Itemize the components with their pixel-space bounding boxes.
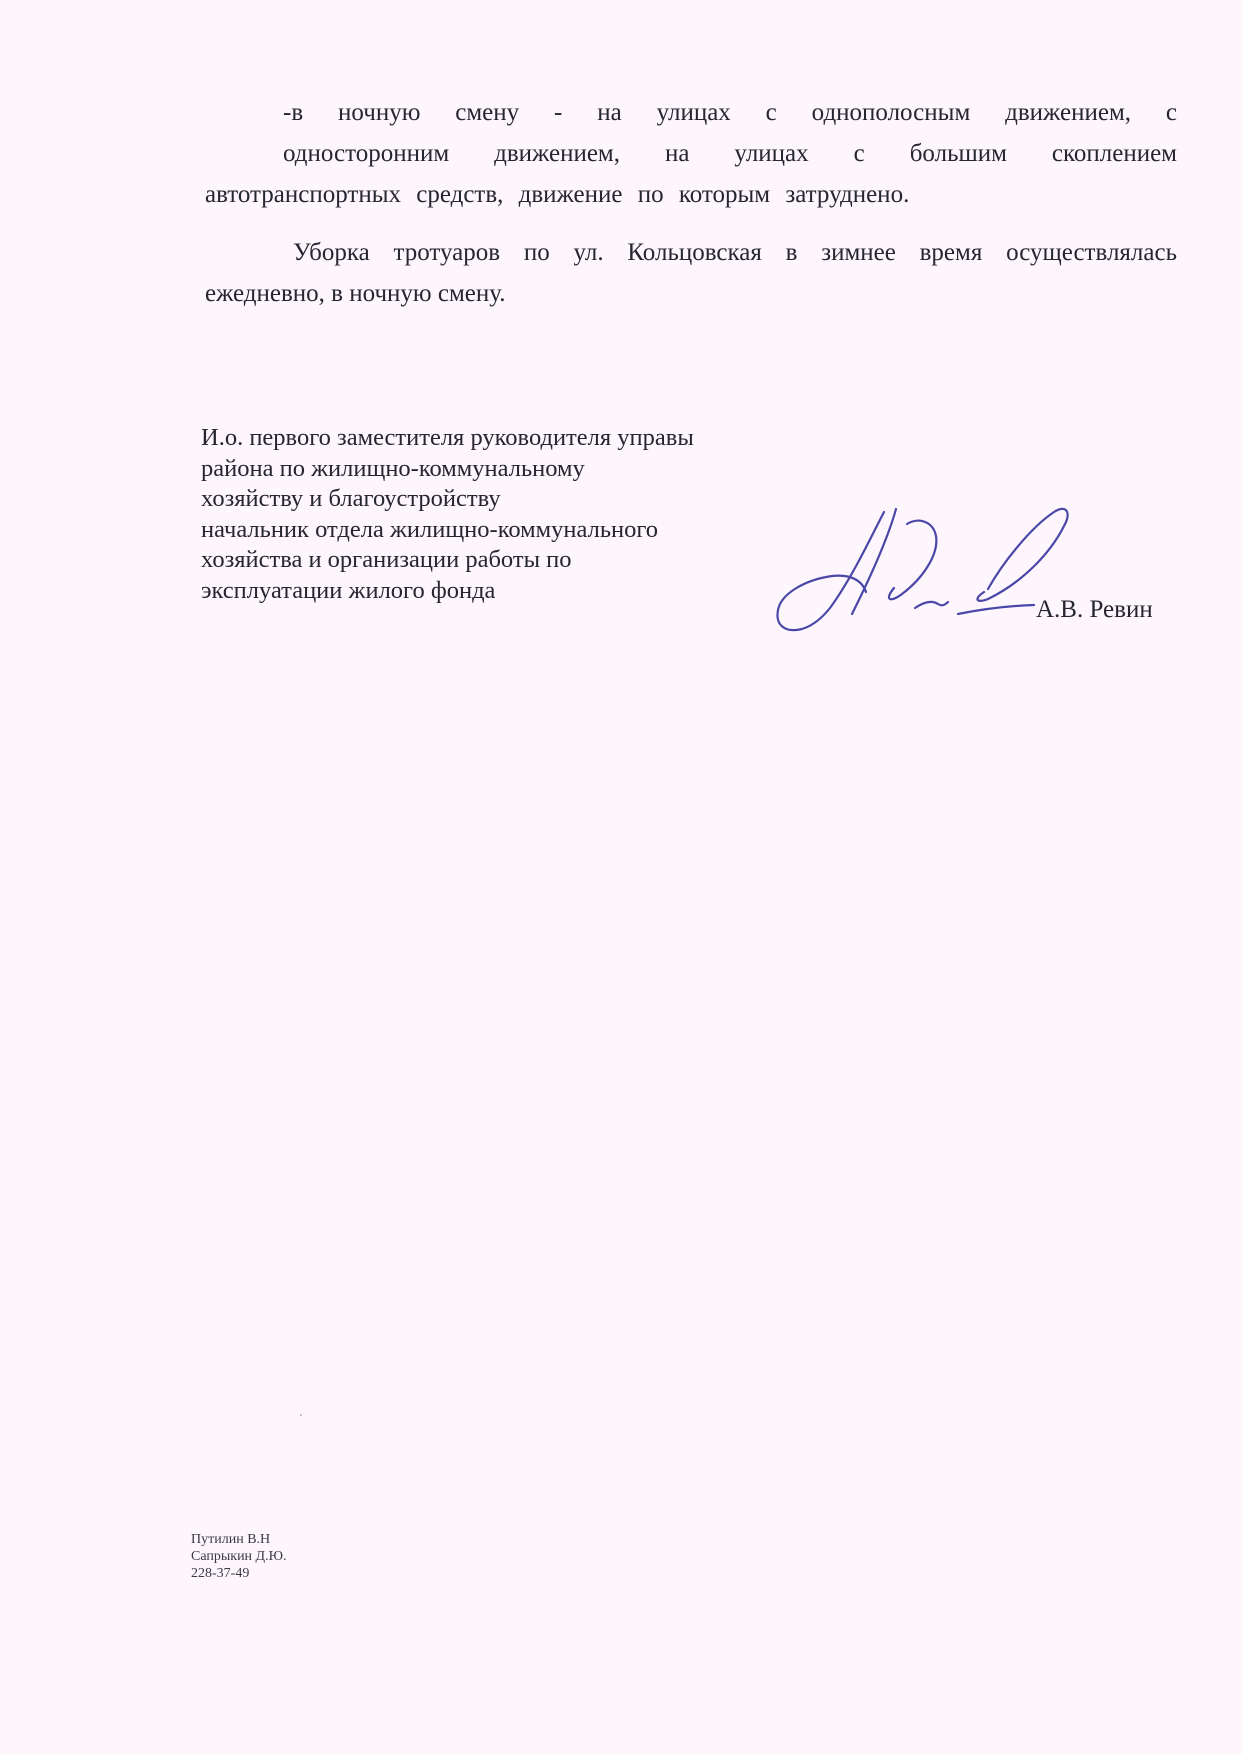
paragraph-line: Уборка тротуаров по ул. Кольцовская в зимнее время осуществлялась xyxy=(293,239,1177,266)
paragraph-night-shift xyxy=(205,92,1177,215)
executor-name: Путилин В.Н xyxy=(191,1532,271,1547)
signatory-title-line: И.о. первого заместителя руководителя управы xyxy=(201,424,694,451)
paragraph-line: -в ночную смену - на улицах с однополосным движением, с xyxy=(283,99,1177,126)
paragraph-line: односторонним движением, на улицах с большим скоплением xyxy=(283,140,1177,167)
signatory-title xyxy=(201,423,821,606)
scan-speck xyxy=(300,1414,302,1416)
executor-contacts xyxy=(191,1531,287,1582)
signatory-title-line: района по жилищно-коммунальному xyxy=(201,454,585,482)
paragraph-sidewalk-cleaning xyxy=(205,232,1177,314)
signer-name: А.В. Ревин xyxy=(1036,596,1153,623)
executor-phone: 228-37-49 xyxy=(191,1566,250,1581)
signatory-title-line: начальник отдела жилищно-коммунального xyxy=(201,515,659,543)
paragraph-line: автотранспортных средств, движение по которым затруднено. xyxy=(205,181,910,208)
signatory-title-line: хозяйства и организации работы по xyxy=(201,546,572,573)
signatory-title-line: эксплуатации жилого фонда xyxy=(201,576,496,604)
signatory-title-line: хозяйству и благоустройству xyxy=(201,485,501,512)
executor-name: Сапрыкин Д.Ю. xyxy=(191,1549,287,1564)
paragraph-line: ежедневно, в ночную смену. xyxy=(205,280,506,307)
